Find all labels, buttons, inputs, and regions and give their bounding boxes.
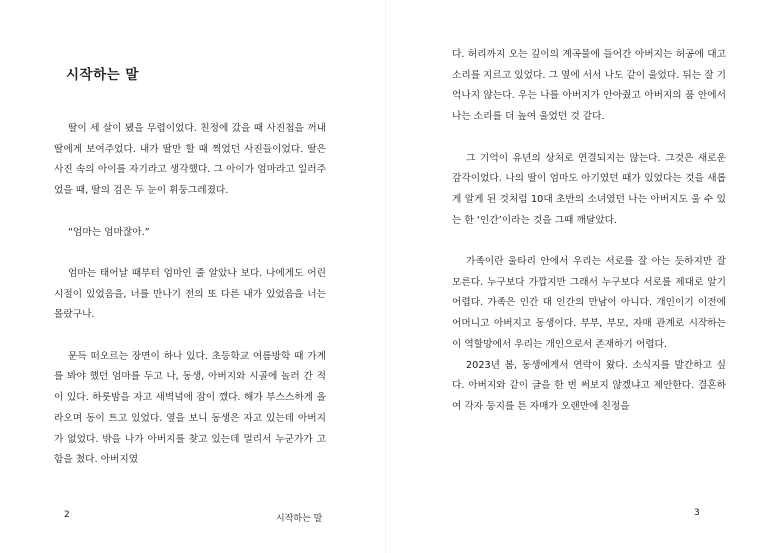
running-title: 시작하는 말 [276,514,323,524]
left-page [0,0,385,553]
paragraph: 문득 떠오르는 장면이 하나 있다. 초등학교 여름방학 때 가게를 봐야 했던 엄마를 두고 나, 동생, 아버지와 시골에 놀러 간 적이 있다. 하룻밤을 자고 새벽녘에 잠이 깼다. 해가 부스스하게 올라오며 동이 트고 있었다. 옆을 보니 동생은 자고 있는데 아버지가 없었다. 밖을 나가 아버지를 찾고 있는데 멀리서 누군가가 고함을 쳤다. 아버지였 [54,350,326,466]
right-body-text [452,45,726,418]
dialogue-quote: “엄마는 엄마잖아.” [68,226,150,238]
chapter-title: 시작하는 말 [66,67,139,83]
paragraph: 다. 허리까지 오는 깊이의 계곡물에 들어간 아버지는 허공에 대고 소리를 지르고 있었다. 그 옆에 서서 나도 같이 울었다. 뒤는 잘 기억나지 않는다. 우는 나를 아버지가 안아줬고 아버지의 품 안에서 나는 소리를 더 높여 울었던 것 같다. [452,49,726,123]
page-number: 3 [694,508,700,518]
paragraph: 2023년 봄, 동생에게서 연락이 왔다. 소식지를 발간하고 싶다. 아버지와 같이 글을 한 번 써보지 않겠냐고 제안한다. 결혼하여 각자 둥지를 튼 자매가 오랜만에 친정을 [452,359,726,412]
paragraph: 엄마는 태어날 때부터 엄마인 줄 알았나 보다. 나에게도 어린 시절이 있었음을, 너를 만나기 전의 또 다른 내가 있었음을 너는 몰랐구나. [54,267,326,321]
left-body-text [54,119,326,471]
paragraph: 가족이란 울타리 안에서 우리는 서로를 잘 아는 듯하지만 잘 모른다. 누구보다 가깝지만 그래서 누구보다 서로를 제대로 알기 어렵다. 가족은 인간 대 인간의 만남이 아니다. 개인이기 이전에 어머니고 아버지고 동생이다. 부부, 부모, 자매 관계로 시작하는 이 역할망에서 우리는 개인으로서 존재하기 어렵다. [452,256,726,350]
page-number: 2 [64,510,70,520]
paragraph: 딸이 세 살이 됐을 무렵이었다. 친정에 갔을 때 사진첩을 꺼내 딸에게 보여주었다. 내가 딸만 할 때 찍었던 사진들이었다. 딸은 사진 속의 아이를 자기라고 생각했다. 그 아이가 엄마라고 일러주었을 때, 딸의 검은 두 눈이 휘둥그레졌다. [54,123,326,197]
paragraph: 그 기억이 유년의 상처로 연결되지는 않는다. 그것은 새로운 감각이었다. 나의 딸이 엄마도 아기였던 때가 있었다는 것을 새롭게 알게 된 것처럼 10대 초반의 소녀였던 나는 아버지도 울 수 있는 한 ‘인간’이라는 것을 그때 깨달았다. [452,152,726,226]
